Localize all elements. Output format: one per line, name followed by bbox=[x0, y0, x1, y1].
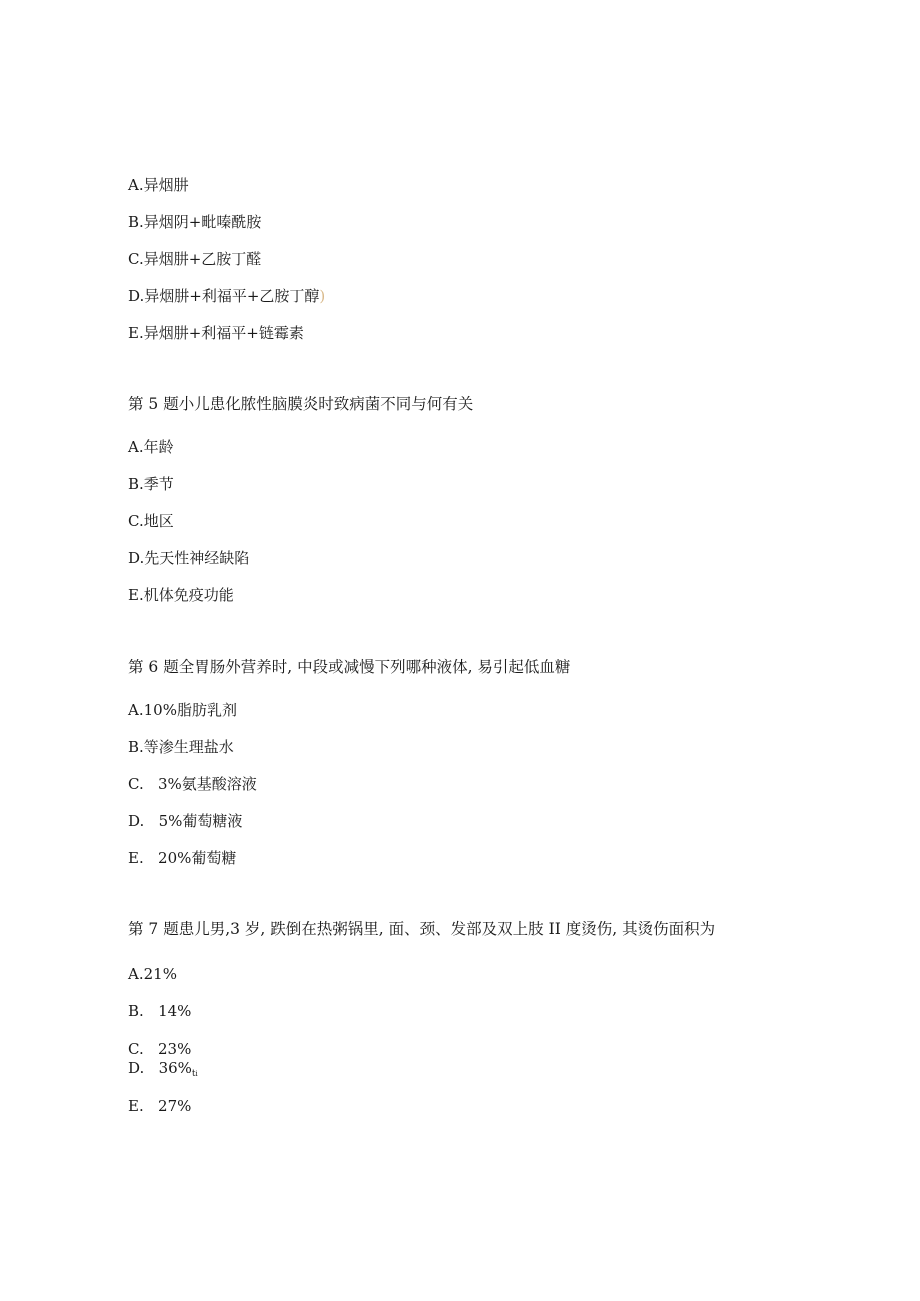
q7-option-d-sub2: i bbox=[195, 1070, 198, 1078]
q4-option-d-text: D.异烟肼+利福平+乙胺丁醇 bbox=[128, 287, 320, 305]
q7-option-e: E. 27% bbox=[128, 1097, 192, 1115]
q7-option-c: C. 23% bbox=[128, 1040, 192, 1058]
q6-option-a: A.10%脂肪乳剂 bbox=[128, 701, 237, 719]
q7-option-d-sub: t bbox=[191, 1069, 196, 1079]
q6-title: 第 6 题全胃肠外营养时, 中段或减慢下列哪种液体, 易引起低血糖 bbox=[128, 658, 571, 676]
q5-title: 第 5 题小儿患化脓性脑膜炎时致病菌不同与何有关 bbox=[128, 395, 474, 413]
q5-option-e: E.机体免疫功能 bbox=[128, 586, 234, 604]
q4-option-c: C.异烟肼+乙胺丁醛 bbox=[128, 250, 262, 268]
q4-option-d bbox=[128, 286, 325, 306]
q5-option-b: B.季节 bbox=[128, 475, 174, 493]
q7-option-d-text: D. 36% bbox=[128, 1059, 192, 1077]
q4-option-e: E.异烟肼+利福平+链霉素 bbox=[128, 324, 304, 342]
q5-option-d: D.先天性神经缺陷 bbox=[128, 549, 250, 567]
q7-option-d bbox=[128, 1058, 198, 1084]
q5-option-c: C.地区 bbox=[128, 512, 174, 530]
q5-option-a: A.年龄 bbox=[128, 438, 174, 456]
q6-option-e: E. 20%葡萄糖 bbox=[128, 849, 237, 867]
q4-option-b: B.异烟阴+毗嗪酰胺 bbox=[128, 213, 262, 231]
q4-option-d-tail: ) bbox=[319, 287, 326, 305]
q6-option-c: C. 3%氨基酸溶液 bbox=[128, 775, 257, 793]
q6-option-b: B.等渗生理盐水 bbox=[128, 738, 234, 756]
q7-option-b: B. 14% bbox=[128, 1002, 192, 1020]
q7-title: 第 7 题患儿男,3 岁, 跌倒在热粥锅里, 面、颈、发部及双上肢 II 度烫伤, 其烫伤面积为 bbox=[128, 920, 716, 938]
q6-option-d: D. 5%葡萄糖液 bbox=[128, 812, 243, 830]
q4-option-a: A.异烟肼 bbox=[128, 176, 189, 194]
q7-option-a: A.21% bbox=[128, 965, 177, 983]
